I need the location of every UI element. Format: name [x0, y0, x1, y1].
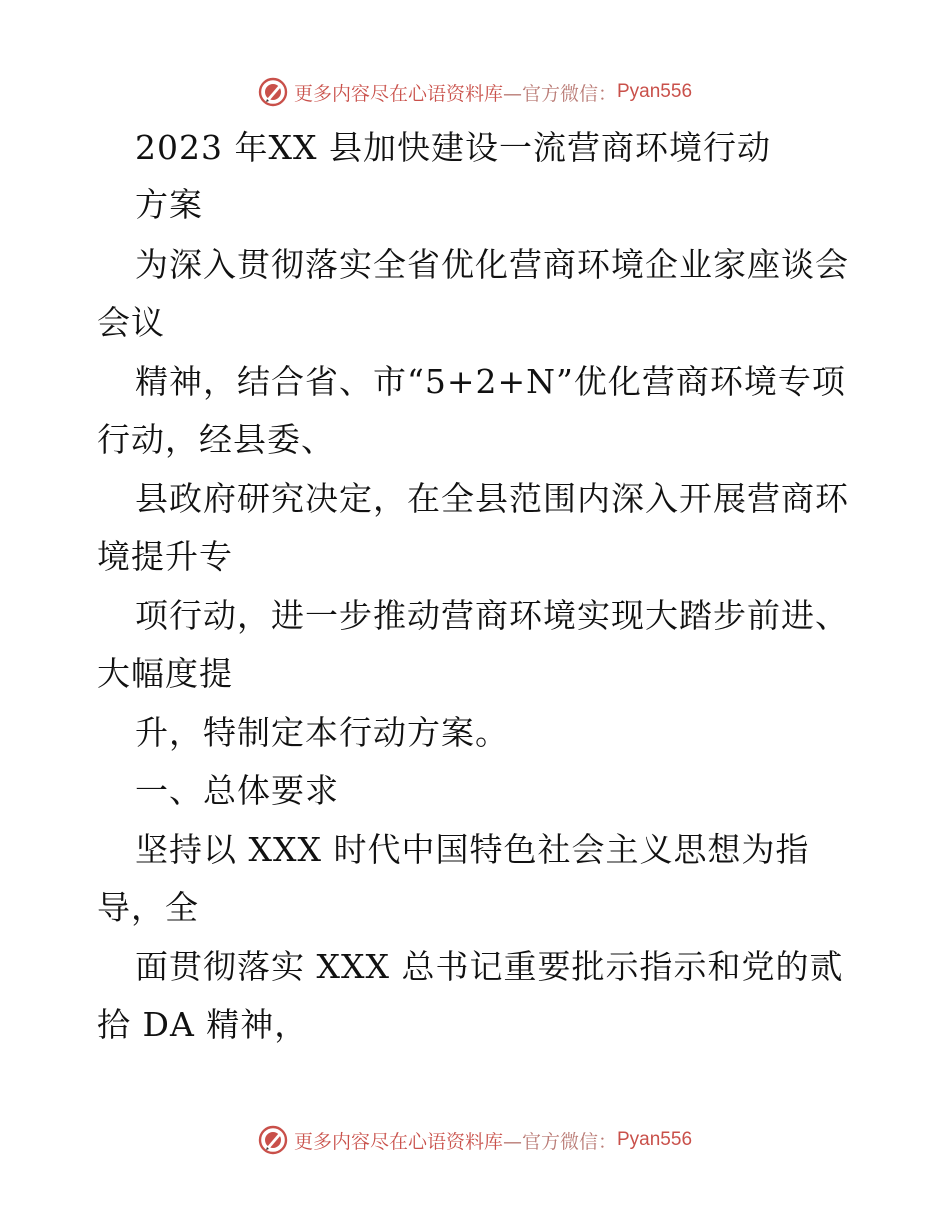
watermark-wechat-id: Pyan556	[617, 1129, 693, 1150]
doc-paragraph-line: 坚持以 XXX 时代中国特色社会主义思想为指	[135, 830, 810, 869]
doc-paragraph-line: 境提升专	[97, 537, 233, 576]
pen-logo-icon	[258, 77, 288, 107]
footer-watermark	[0, 1120, 950, 1160]
doc-paragraph-line: 大幅度提	[97, 654, 233, 693]
doc-title-line-2: 方案	[135, 185, 203, 224]
doc-title-line-1: 2023 年XX 县加快建设一流营商环境行动	[135, 128, 771, 167]
doc-paragraph-line: 导，全	[97, 888, 199, 927]
section-heading: 一、总体要求	[135, 771, 339, 810]
watermark-text: 更多内容尽在心语资料库	[293, 1130, 503, 1153]
doc-paragraph-line: 升，特制定本行动方案。	[135, 713, 509, 752]
watermark-separator: —官方微信：	[502, 1130, 617, 1153]
watermark-wechat-id: Pyan556	[617, 81, 693, 102]
doc-paragraph-line: 行动，经县委、	[97, 420, 335, 459]
doc-paragraph-line: 县政府研究决定，在全县范围内深入开展营商环	[135, 479, 849, 518]
watermark-separator: —官方微信：	[502, 82, 617, 105]
watermark-text: 更多内容尽在心语资料库	[293, 82, 503, 105]
header-watermark	[0, 72, 950, 112]
doc-paragraph-line: 拾 DA 精神，	[97, 1005, 309, 1044]
pen-logo-icon	[258, 1125, 288, 1155]
doc-paragraph-line: 会议	[97, 303, 165, 342]
doc-paragraph-line: 精神，结合省、市“5+2+N”优化营商环境专项	[135, 362, 846, 401]
doc-paragraph-line: 面贯彻落实 XXX 总书记重要批示指示和党的贰	[135, 947, 844, 986]
doc-paragraph-line: 项行动，进一步推动营商环境实现大踏步前进、	[135, 596, 849, 635]
doc-paragraph-line: 为深入贯彻落实全省优化营商环境企业家座谈会	[135, 245, 849, 284]
